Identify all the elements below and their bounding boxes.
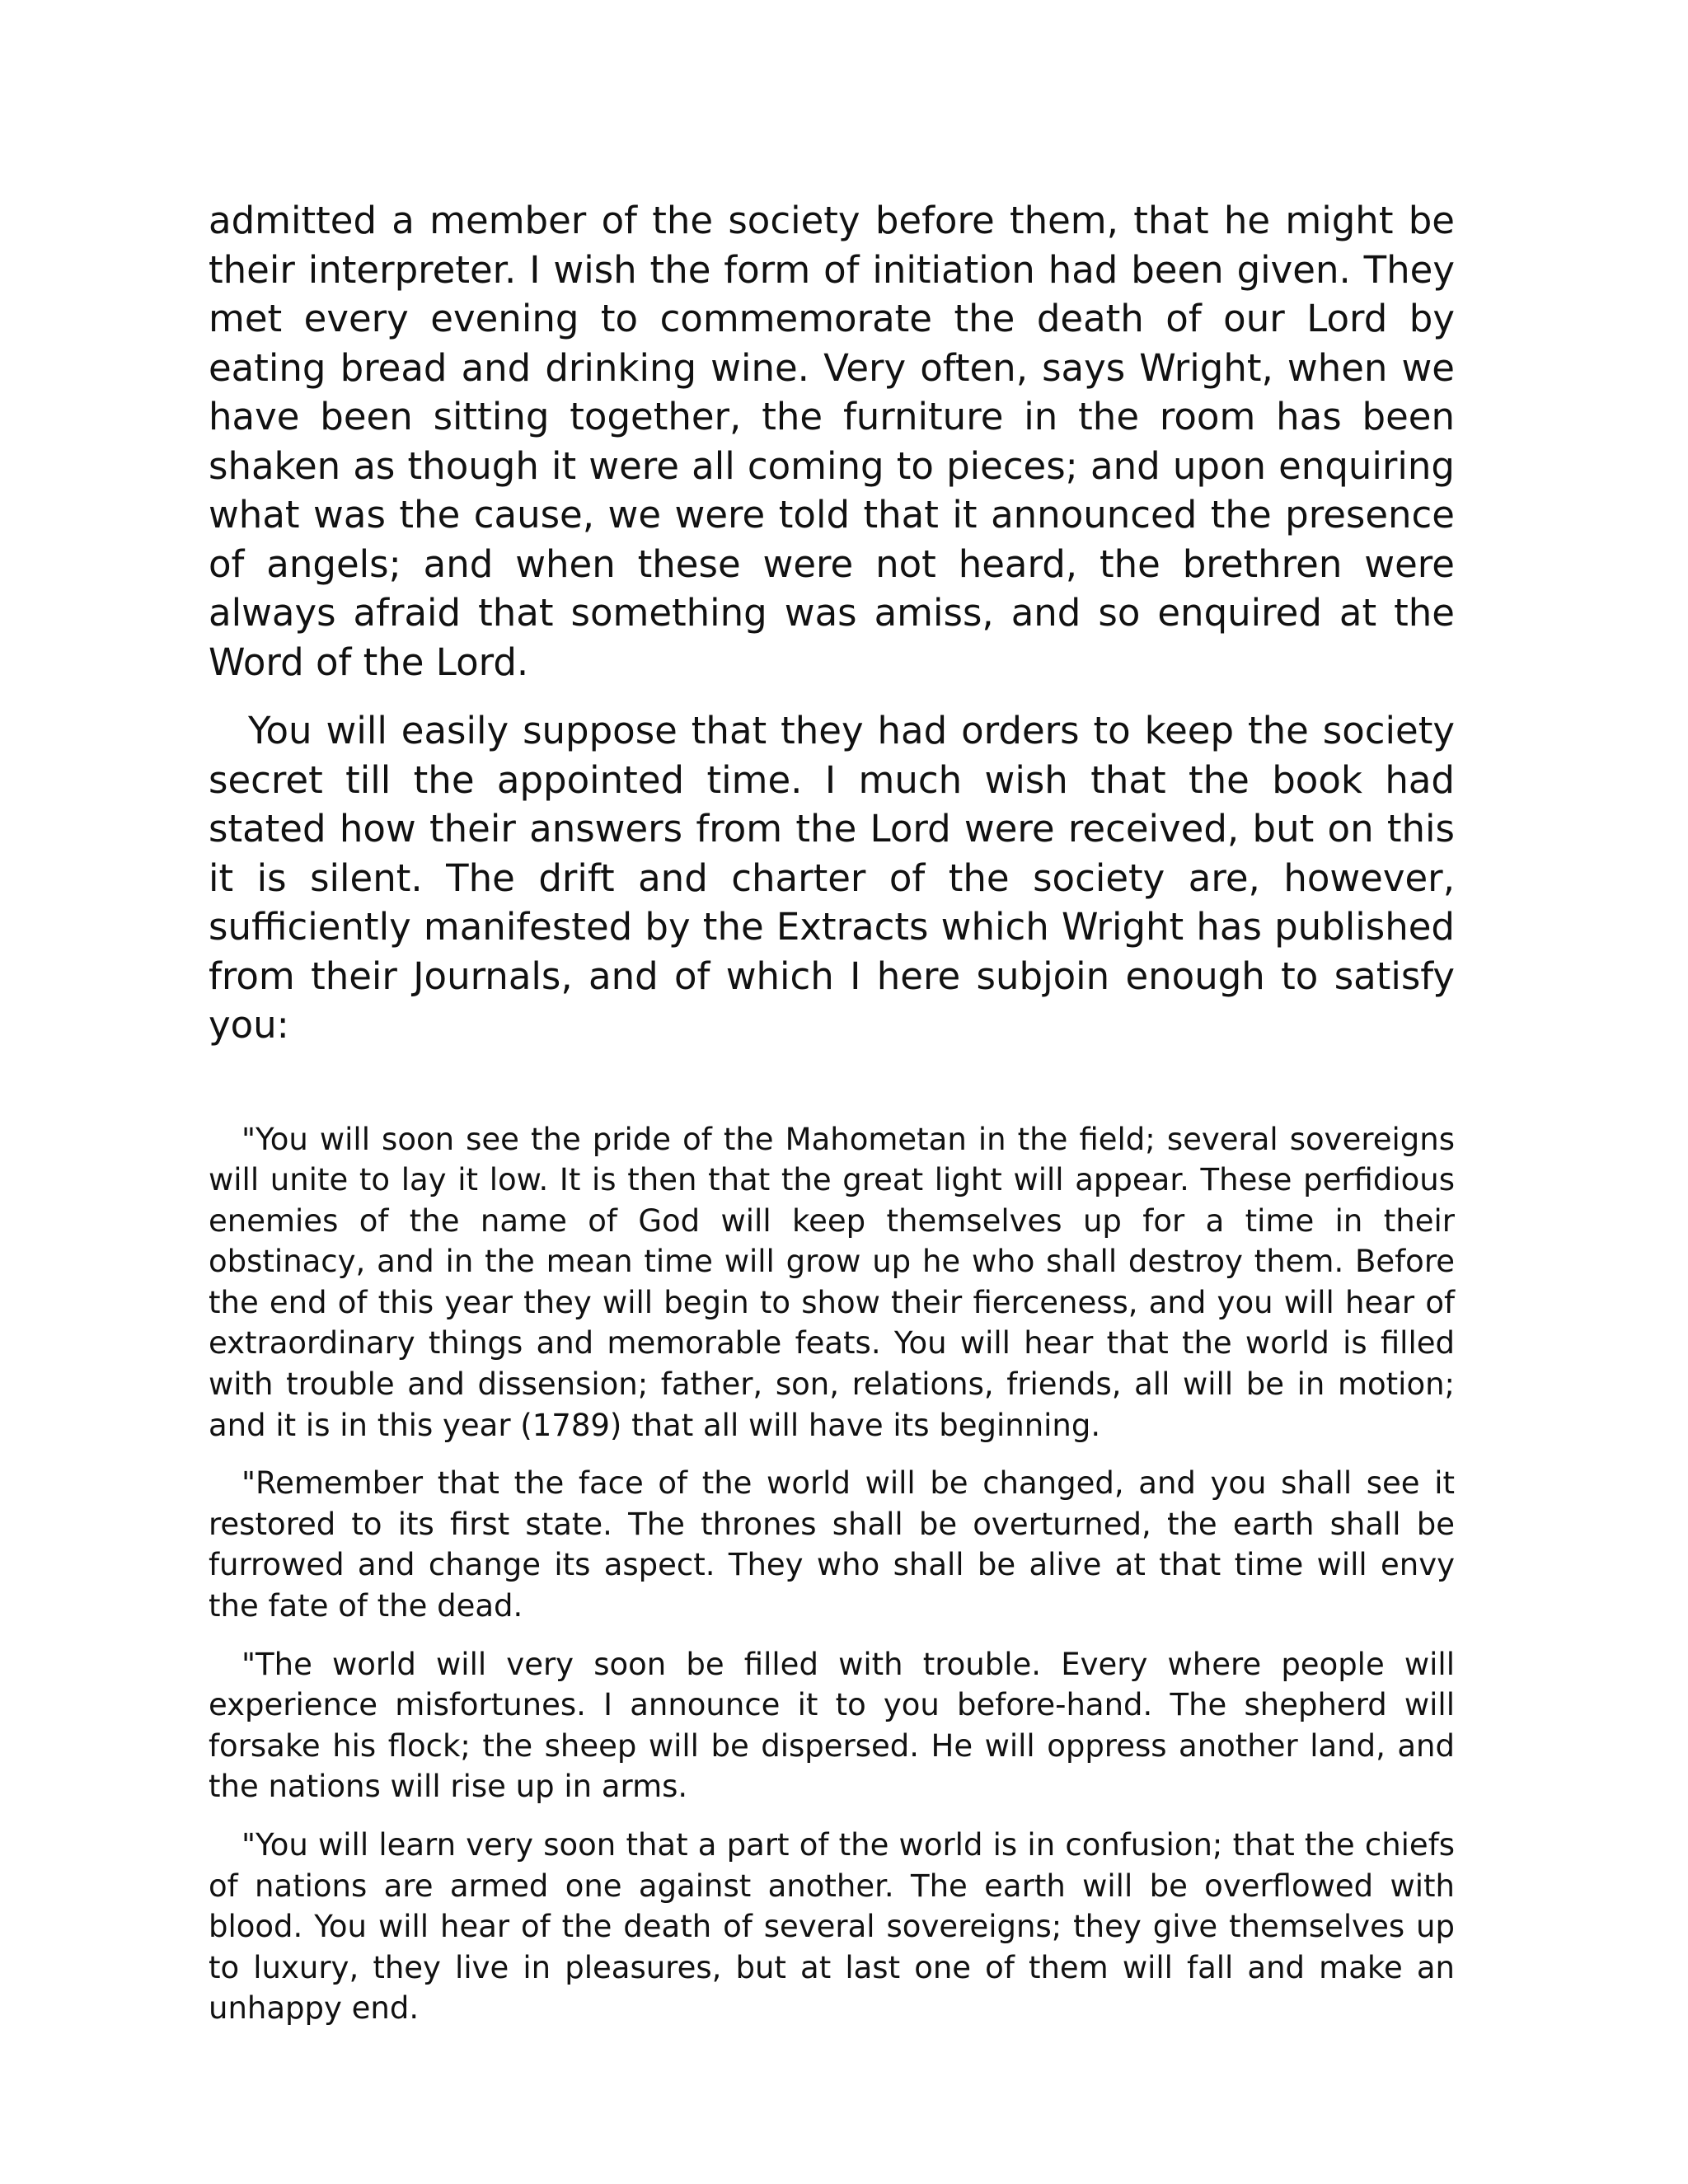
body-paragraph: admitted a member of the society before them, that he might be their interpreter. I wish the form of initiation had been given. They met every evening to commemorate the death of our Lord by eating bread and drinking wine. Very often, says Wright, when we have been sitting together, the furniture in the room has been shaken as though it were all coming to pieces; and upon enquiring what was the cause, we were told that it announced the presence of angels; and when these were not heard, the brethren were always afraid that something was amiss, and so enquired at the Word of the Lord.: [209, 199, 1455, 684]
quote-paragraph: "You will soon see the pride of the Mahometan in the field; several sovereigns will unite to lay it low. It is then that the great light will appear. These perfidious enemies of the name of God will keep themselves up for a time in their obstinacy, and in the mean time will grow up he who shall destroy them. Before the end of this year they will begin to show their fierceness, and you will hear of extraordinary things and memorable feats. You will hear that the world is filled with trouble and dissension; father, son, relations, friends, all will be in motion; and it is in this year (1789) that all will have its beginning.: [209, 1121, 1455, 1443]
quote-paragraph: "You will learn very soon that a part of the world is in confusion; that the chiefs of nations are armed one against another. The earth will be overflowed with blood. You will hear of the death of several sovereigns; they give themselves up to luxury, they live in pleasures, but at last one of them will fall and make an unhappy end.: [209, 1827, 1455, 2027]
quote-paragraph: "The world will very soon be filled with trouble. Every where people will experience misfortunes. I announce it to you before-hand. The shepherd will forsake his flock; the sheep will be dispersed. He will oppress another land, and the nations will rise up in arms.: [209, 1646, 1455, 1805]
body-paragraph: You will easily suppose that they had orders to keep the society secret till the appointed time. I much wish that the book had stated how their answers from the Lord were received, but on this it is silent. The drift and charter of the society are, however, sufficiently manifested by the Extracts which Wright has published from their Journals, and of which I here subjoin enough to satisfy you:: [209, 709, 1455, 1047]
quoted-extracts: [209, 1119, 1455, 2029]
quote-paragraph: "Remember that the face of the world will be changed, and you shall see it restored to its first state. The thrones shall be overturned, the earth shall be furrowed and change its aspect. They who shall be alive at that time will envy the fate of the dead.: [209, 1465, 1455, 1624]
document-page: [209, 196, 1455, 2046]
